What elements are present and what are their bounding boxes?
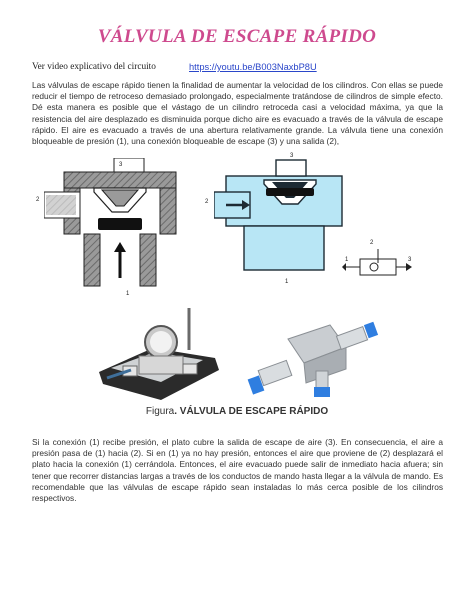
left-port-3-label: 3 — [119, 162, 123, 168]
caption-title: . VÁLVULA DE ESCAPE RÁPIDO — [174, 406, 329, 417]
video-label: Ver video explicativo del circuito — [32, 62, 156, 72]
right-port-1-label: 1 — [285, 279, 289, 285]
trainer-photo — [91, 308, 231, 404]
quick-exhaust-symbol — [342, 245, 414, 285]
right-port-2-label: 2 — [205, 199, 209, 205]
valve-photo — [242, 317, 382, 403]
right-port-3-label: 3 — [290, 153, 294, 159]
symbol-port-2-label: 2 — [370, 240, 374, 246]
video-link[interactable]: https://youtu.be/B003NaxbP8U — [189, 62, 317, 72]
symbol-port-1-label: 1 — [345, 257, 349, 263]
caption-prefix: Figura — [145, 406, 175, 417]
intro-paragraph: Las válvulas de escape rápido tienen la finalidad de aumentar la velocidad de los cilindros. Con ellas se puede reducir el tiempo de retroceso demasiado prolongado, especialmente tratándose de cilindros de simple efecto. Dé esta manera es posible que el vástago de un cilindro retroceda casi a velocidad máxima, ya que la resistencia del aire desplazado es disminuida porque dicho aire es evacuado a través de la válvula de escape rápido. El aire es evacuado a través de una abertura relativamente grande. La válvula tiene una conexión bloqueable de presión (1), una conexión bloqueable de escape (3) y una salida (2), — [32, 80, 443, 147]
symbol-port-3-label: 3 — [408, 257, 412, 263]
left-port-2-label: 2 — [36, 197, 40, 203]
page-title: VÁLVULA DE ESCAPE RÁPIDO — [97, 26, 377, 47]
valve-section-diagram-exhaust — [44, 158, 200, 288]
operation-paragraph: Si la conexión (1) recibe presión, el plato cubre la salida de escape de aire (3). En consecuencia, el aire a presión pasa de (1) hacia (2). Si en (1) ya no hay presión, entonces el aire que proviene de (2) desplazará el plato hacia la conexión (1) cerrándola. Entonces, el aire evacuado puede salir de inmediato hacia afuera; sin tener que recorrer distancias largas a través de los conductos de mando hasta llegar a la válvula de mando. Es recomendable que las válvulas de escape rápido sean instaladas lo más cerca posible de los cilindros respectivos. — [32, 437, 443, 504]
left-port-1-label: 1 — [126, 291, 130, 297]
figure-caption — [0, 406, 474, 417]
valve-section-diagram-pressure — [214, 158, 354, 276]
